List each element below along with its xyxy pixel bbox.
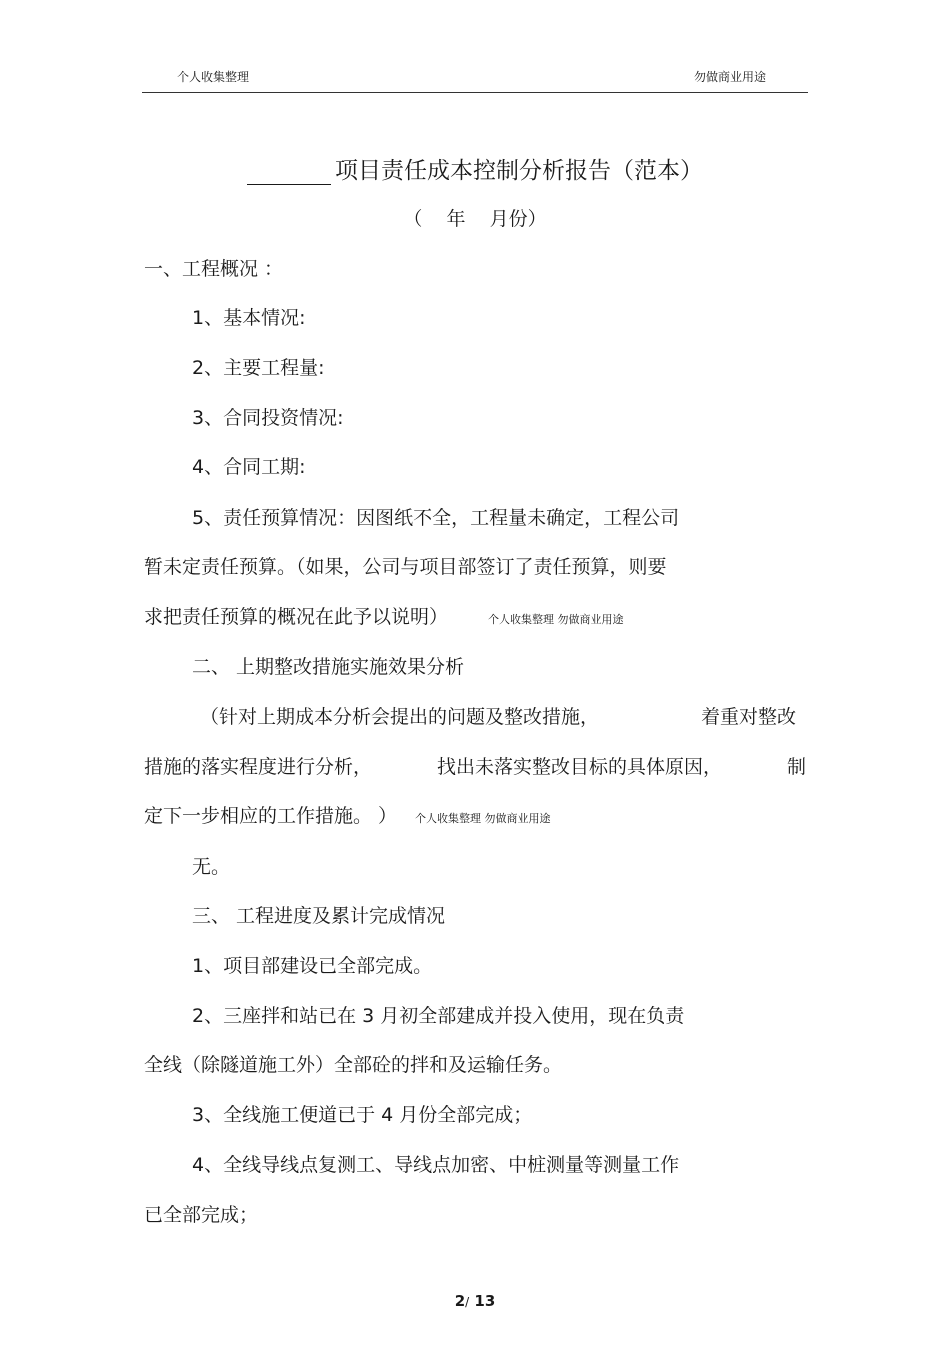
header-right-text: 勿做商业用途 xyxy=(693,70,766,84)
paragraph-line: 已全部完成； xyxy=(144,1204,259,1226)
section-heading-1: 一、工程概况 ： xyxy=(144,258,284,280)
page-number xyxy=(0,1292,950,1310)
paragraph-line xyxy=(144,755,806,779)
document-title xyxy=(0,152,950,185)
watermark-note: 个人收集整理 勿做商业用途 xyxy=(415,812,551,825)
paragraph-text: 找出未落实整改目标的具体原因， xyxy=(436,756,722,778)
section-heading-2: 二、 上期整改措施实施效果分析 xyxy=(192,656,465,678)
page-current: 2 xyxy=(454,1292,466,1310)
title-text: 项目责任成本控制分析报告（范本） xyxy=(335,158,703,184)
paragraph-line: 2、主要工程量: xyxy=(192,357,325,379)
paragraph-text: 求把责任预算的概况在此予以说明） xyxy=(144,606,449,628)
watermark-note: 个人收集整理 勿做商业用途 xyxy=(488,613,624,626)
paragraph-line xyxy=(144,804,551,831)
paragraph-line: 1、项目部建设已全部完成。 xyxy=(192,955,433,977)
page-header xyxy=(142,66,808,93)
paragraph-text: 着重对整改 xyxy=(700,706,796,728)
paragraph-line: 无。 xyxy=(192,856,231,878)
paragraph-text: （针对上期成本分析会提出的问题及整改措施， xyxy=(200,706,600,728)
paragraph-line xyxy=(200,705,796,729)
document-subtitle: （ 年 月份） xyxy=(403,208,547,230)
paragraph-line: 全线（除隧道施工外）全部砼的拌和及运输任务。 xyxy=(144,1054,563,1076)
paragraph-line: 4、全线导线点复测工、导线点加密、中桩测量等测量工作 xyxy=(192,1154,680,1176)
paragraph-line: 1、基本情况: xyxy=(192,307,306,329)
paragraph-line: 2、三座拌和站已在 3 月初全部建成并投入使用，现在负责 xyxy=(192,1005,685,1027)
page-total: 13 xyxy=(474,1292,496,1310)
paragraph-line: 暂未定责任预算。（如果，公司与项目部签订了责任预算，则要 xyxy=(144,556,667,578)
title-blank-underline xyxy=(247,160,331,185)
paragraph-line: 4、合同工期: xyxy=(192,456,306,478)
page-separator: / xyxy=(465,1295,470,1309)
paragraph-text: 定下一步相应的工作措施。 ） xyxy=(144,805,398,827)
paragraph-text: 措施的落实程度进行分析， xyxy=(144,756,373,778)
section-heading-3: 三、 工程进度及累计完成情况 xyxy=(192,905,446,927)
paragraph-text: 制 xyxy=(786,756,806,778)
paragraph-line: 5、责任预算情况：因图纸不全，工程量未确定，工程公司 xyxy=(192,507,680,529)
header-left-text: 个人收集整理 xyxy=(177,70,250,84)
paragraph-line xyxy=(144,605,624,632)
paragraph-line: 3、全线施工便道已于 4 月份全部完成； xyxy=(192,1104,533,1126)
paragraph-line: 3、合同投资情况: xyxy=(192,407,344,429)
